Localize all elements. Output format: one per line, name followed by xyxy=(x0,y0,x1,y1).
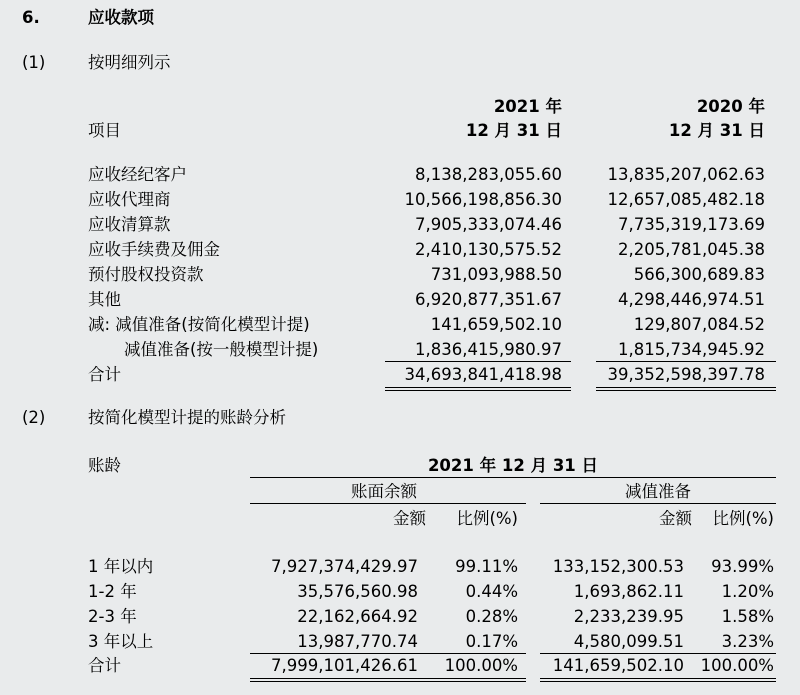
group-book-balance: 账面余额 xyxy=(351,482,417,501)
subtotal-rule xyxy=(385,361,571,362)
period-rule xyxy=(250,477,776,478)
aging-row-balance: 35,576,560.98 xyxy=(297,582,418,601)
aging-total-impairment: 141,659,502.10 xyxy=(552,656,684,675)
part1-row-label: 减值准备(按一般模型计提) xyxy=(124,340,319,359)
aging-row-impairment: 1,693,862.11 xyxy=(573,582,684,601)
ratio-header: 比例(%) xyxy=(712,509,774,528)
aging-row-impairment-pct: 3.23% xyxy=(721,632,774,651)
aging-row-impairment-pct: 93.99% xyxy=(711,557,774,576)
part1-total-label: 合计 xyxy=(88,365,121,384)
part1-row-2021: 2,410,130,575.52 xyxy=(415,240,562,259)
part1-row-2021: 7,905,333,074.46 xyxy=(415,215,562,234)
aging-row-balance-pct: 0.17% xyxy=(465,632,518,651)
col-2021-date: 12 月 31 日 xyxy=(465,121,562,140)
part1-row-2021: 10,566,198,856.30 xyxy=(404,190,562,209)
part1-row-label: 减: 减值准备(按简化模型计提) xyxy=(88,315,310,334)
part1-row-2020: 7,735,319,173.69 xyxy=(618,215,765,234)
section-number: 6. xyxy=(22,8,40,27)
part1-row-2020: 2,205,781,045.38 xyxy=(618,240,765,259)
subtotal-rule xyxy=(596,361,776,362)
subtotal-rule xyxy=(250,653,526,654)
part1-row-2020: 12,657,085,482.18 xyxy=(607,190,765,209)
aging-row-impairment: 133,152,300.53 xyxy=(552,557,684,576)
total-double-rule xyxy=(596,387,776,391)
part1-row-2020: 13,835,207,062.63 xyxy=(607,165,765,184)
total-double-rule xyxy=(385,387,571,391)
part1-row-2020: 129,807,084.52 xyxy=(633,315,765,334)
part1-row-label: 应收清算款 xyxy=(88,215,171,234)
total-double-rule xyxy=(540,678,776,682)
part2-title: 按简化模型计提的账龄分析 xyxy=(88,408,286,427)
group-impairment: 减值准备 xyxy=(625,482,691,501)
section-title: 应收款项 xyxy=(88,8,154,27)
part1-row-2021: 141,659,502.10 xyxy=(430,315,562,334)
part1-row-label: 应收手续费及佣金 xyxy=(88,240,220,259)
part1-row-label: 应收经纪客户 xyxy=(88,165,187,184)
aging-row-impairment: 4,580,099.51 xyxy=(573,632,684,651)
amount-header: 金额 xyxy=(393,509,426,528)
aging-total-balance: 7,999,101,426.61 xyxy=(271,656,418,675)
aging-row-balance: 7,927,374,429.97 xyxy=(271,557,418,576)
aging-total-impairment-pct: 100.00% xyxy=(700,656,774,675)
aging-row-balance-pct: 0.28% xyxy=(465,607,518,626)
aging-row-impairment-pct: 1.20% xyxy=(721,582,774,601)
part1-row-2021: 731,093,988.50 xyxy=(430,265,562,284)
aging-row-impairment-pct: 1.58% xyxy=(721,607,774,626)
part1-total-2021: 34,693,841,418.98 xyxy=(404,365,562,384)
part2-number: (2) xyxy=(22,408,46,427)
total-double-rule xyxy=(250,678,526,682)
part1-row-2021: 1,836,415,980.97 xyxy=(415,340,562,359)
aging-row-balance: 13,987,770.74 xyxy=(297,632,418,651)
part1-row-label: 预付股权投资款 xyxy=(88,265,204,284)
part2-period: 2021 年 12 月 31 日 xyxy=(427,456,599,475)
part1-row-2020: 4,298,446,974.51 xyxy=(618,290,765,309)
aging-row-impairment: 2,233,239.95 xyxy=(573,607,684,626)
part1-title: 按明细列示 xyxy=(88,53,171,72)
part1-row-label: 应收代理商 xyxy=(88,190,171,209)
part1-row-2021: 8,138,283,055.60 xyxy=(415,165,562,184)
part1-row-2021: 6,920,877,351.67 xyxy=(415,290,562,309)
aging-row-label: 1-2 年 xyxy=(88,582,137,601)
part1-label-header: 项目 xyxy=(88,121,121,140)
aging-row-balance: 22,162,664.92 xyxy=(297,607,418,626)
group-rule xyxy=(250,503,526,504)
part1-row-2020: 1,815,734,945.92 xyxy=(618,340,765,359)
amount-header: 金额 xyxy=(659,509,692,528)
aging-row-label: 3 年以上 xyxy=(88,632,154,651)
aging-total-label: 合计 xyxy=(88,656,121,675)
aging-row-label: 1 年以内 xyxy=(88,557,154,576)
part1-number: (1) xyxy=(22,53,46,72)
col-2020-date: 12 月 31 日 xyxy=(668,121,765,140)
part1-row-2020: 566,300,689.83 xyxy=(633,265,765,284)
part2-label-header: 账龄 xyxy=(88,456,121,475)
aging-total-balance-pct: 100.00% xyxy=(444,656,518,675)
aging-row-balance-pct: 99.11% xyxy=(455,557,518,576)
part1-total-2020: 39,352,598,397.78 xyxy=(607,365,765,384)
subtotal-rule xyxy=(540,653,776,654)
col-2021-year: 2021 年 xyxy=(493,97,562,116)
group-rule xyxy=(540,503,776,504)
ratio-header: 比例(%) xyxy=(456,509,518,528)
col-2020-year: 2020 年 xyxy=(696,97,765,116)
aging-row-label: 2-3 年 xyxy=(88,607,137,626)
part1-row-label: 其他 xyxy=(88,290,121,309)
aging-row-balance-pct: 0.44% xyxy=(465,582,518,601)
